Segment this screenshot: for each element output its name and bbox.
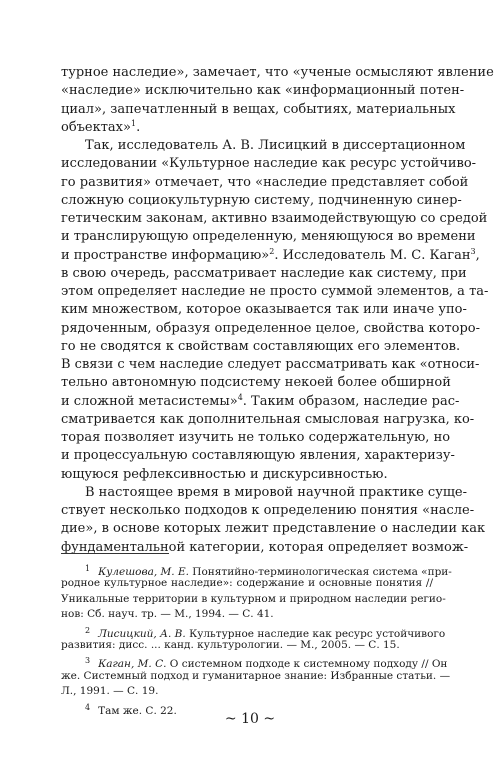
footnote-line xyxy=(61,638,433,653)
footnote-number: 4 xyxy=(85,702,91,712)
text-line xyxy=(61,155,477,173)
text-line xyxy=(61,174,469,192)
line-text: сложную социокультурную систему, подчиненную синер- xyxy=(61,192,462,208)
text-line xyxy=(61,301,467,319)
line-text: Так, исследователь А. В. Лисицкий в диссертационном xyxy=(85,138,466,153)
line-text: и транслирующую определенную, меняющуюся во времени xyxy=(61,229,476,245)
line-text: и пространстве информацию» xyxy=(61,247,270,263)
footnote-number: 1 xyxy=(85,564,91,573)
text-line xyxy=(61,411,475,429)
line-text: В связи с чем наследие следует рассматривать как «относи- xyxy=(61,357,480,372)
footnote-author: Каган, М. С. xyxy=(98,658,167,671)
footnote-text: Л., 1991. — С. 19. xyxy=(61,685,159,698)
footnote-text: Там же. С. 22. xyxy=(98,704,177,717)
text-line xyxy=(61,539,469,557)
line-text: В настоящее время в мировой научной практике суще- xyxy=(85,484,468,500)
text-line xyxy=(61,374,451,392)
text-line xyxy=(61,64,494,82)
text-line xyxy=(61,137,466,155)
line-text: . Таким образом, наследие рас- xyxy=(242,393,460,409)
text-line xyxy=(61,484,468,502)
text-line xyxy=(61,265,467,283)
footnote-line xyxy=(61,653,448,671)
text-line xyxy=(61,119,433,137)
footnote-text: же. Системный подход и гуманитарное знание: Избранные статьи. — xyxy=(61,669,451,682)
footnote-text: родное культурное наследие»: содержание и основные понятия // xyxy=(61,577,433,590)
text-line xyxy=(61,283,489,301)
text-line xyxy=(61,320,481,338)
footnote-ref: 4 xyxy=(237,392,243,402)
line-text: рядоченным, образуя определенное целое, свойства которо- xyxy=(61,320,481,336)
line-text: сматривается как дополнительная смысловая нагрузка, ко- xyxy=(61,411,475,427)
text-line xyxy=(61,101,456,119)
footnote-ref: 1 xyxy=(130,118,137,128)
footnote-author: Лисицкий, А. В. xyxy=(98,627,186,640)
footnote-line xyxy=(61,607,433,622)
footnote-text: Уникальные территории в культурном и природном наследии регио- xyxy=(61,592,446,605)
line-text: турное наследие», замечает, что «ученые осмысляют явление xyxy=(61,65,494,80)
line-text: объектах» xyxy=(61,119,131,135)
text-line xyxy=(61,192,462,210)
footnote-line xyxy=(61,684,433,699)
footnote-author: Кулешова, М. Е. xyxy=(98,566,189,578)
text-line xyxy=(61,82,465,100)
text-line xyxy=(61,356,480,374)
footnote-text: Культурное наследие как ресурс устойчивого xyxy=(185,627,446,640)
footnote-text: нов: Сб. науч. тр. — М., 1994. — С. 41. xyxy=(61,608,274,621)
page-number: ~ 10 ~ xyxy=(224,711,276,727)
line-text: этом определяет наследие не просто суммой элементов, а та- xyxy=(61,284,489,299)
footnote-line xyxy=(61,592,446,607)
line-text: торая позволяет изучить не только содержательную, но xyxy=(61,430,451,445)
main-text xyxy=(61,64,494,557)
footnotes xyxy=(61,561,452,717)
text-line xyxy=(61,520,486,538)
footnote-line xyxy=(61,669,451,684)
text-line xyxy=(61,228,476,246)
text-line xyxy=(61,447,455,465)
line-text: тельно автономную подсистему некоей более обширной xyxy=(61,375,451,391)
line-text: го не сводятся к свойствам составляющих его элементов. xyxy=(61,338,461,354)
text-line xyxy=(61,502,475,520)
line-text: . xyxy=(136,119,141,135)
line-text: , xyxy=(475,247,480,263)
text-line xyxy=(61,429,451,447)
text-line xyxy=(61,392,460,411)
footnote-line xyxy=(61,561,452,578)
footnote-ref: 2 xyxy=(269,246,275,256)
text-line xyxy=(61,466,433,484)
footnote-separator xyxy=(61,553,169,554)
footnote-ref: 3 xyxy=(470,246,476,256)
text-line xyxy=(61,210,488,228)
line-text: «наследие» исключительно как «информационный потен- xyxy=(61,83,465,99)
text-line xyxy=(61,338,461,356)
text-line xyxy=(61,246,480,265)
footnote-line xyxy=(61,623,446,640)
footnote-text: О системном подходе к системному подходу // Он xyxy=(166,658,448,671)
line-text: фундаментальной категории, которая определяет возмож- xyxy=(61,539,469,555)
footnote-text: Понятийно-терминологическая система «при- xyxy=(188,566,452,578)
line-text: ствует несколько подходов к определению понятия «насле- xyxy=(61,503,475,518)
footnote-number: 3 xyxy=(85,656,91,666)
line-text: в свою очередь, рассматривает наследие как систему, при xyxy=(61,265,467,281)
footnote-text: развития: дисс. ... канд. культурологии. — М., 2005. — С. 15. xyxy=(61,638,400,651)
footnote-line xyxy=(61,576,433,591)
line-text: и сложной метасистемы» xyxy=(61,393,238,409)
line-text: ким множеством, которое оказывается так или иначе упо- xyxy=(61,302,467,318)
line-text: исследовании «Культурное наследие как ресурс устойчиво- xyxy=(61,156,477,172)
line-text: циал», запечатленный в вещах, событиях, материальных xyxy=(61,101,456,117)
line-text: дие», в основе которых лежит представление о наследии как xyxy=(61,521,486,537)
line-text: . Исследователь М. С. Каган xyxy=(274,247,471,263)
line-text: гетическим законам, активно взаимодействующую со средой xyxy=(61,211,488,226)
line-text: ющуюся рефлексивностью и дискурсивностью. xyxy=(61,466,388,482)
line-text: го развития» отмечает, что «наследие представляет собой xyxy=(61,174,469,190)
footnote-number: 2 xyxy=(85,625,91,635)
line-text: и процессуальную составляющую явления, характеризу- xyxy=(61,448,455,464)
